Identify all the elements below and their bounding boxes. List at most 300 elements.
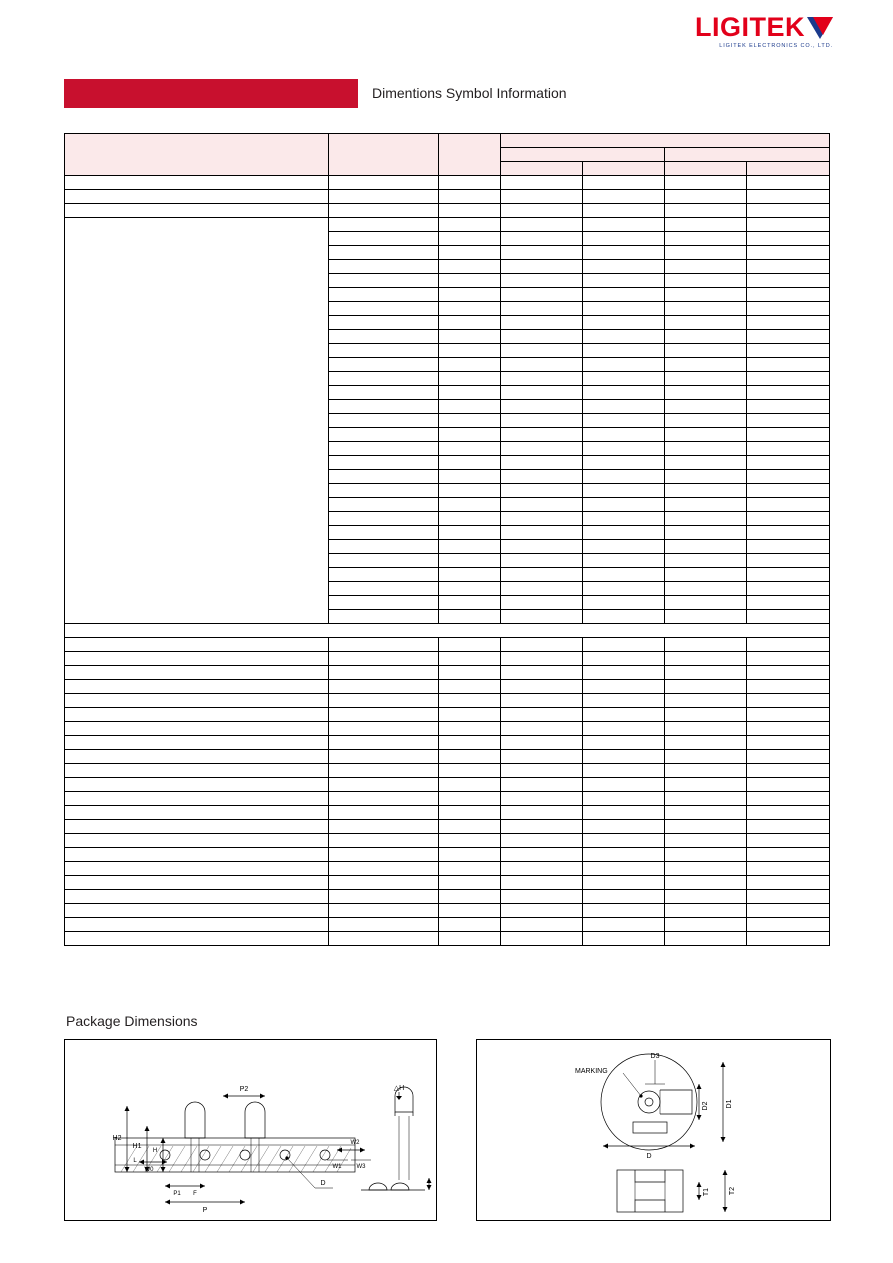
cell-parameter: [329, 414, 439, 428]
table-row: [65, 876, 830, 890]
cell-symbol: [65, 680, 329, 694]
cell-parameter: [329, 596, 439, 610]
cell-unit: [439, 736, 501, 750]
label-d1: D1: [726, 1099, 733, 1109]
cell-spec-2: [583, 764, 665, 778]
cell-symbol: [65, 708, 329, 722]
cell-unit: [439, 596, 501, 610]
cell-spec-3: [665, 442, 747, 456]
cell-unit: [439, 848, 501, 862]
cell-spec-1: [501, 666, 583, 680]
cell-parameter: [329, 680, 439, 694]
cell-unit: [439, 778, 501, 792]
cell-spec-2: [583, 540, 665, 554]
cell-unit: [439, 232, 501, 246]
cell-spec-1: [501, 330, 583, 344]
cell-spec-1: [501, 204, 583, 218]
cell-unit: [439, 330, 501, 344]
cell-parameter: [329, 232, 439, 246]
th-spec-1: [501, 162, 583, 176]
cell-parameter: [329, 288, 439, 302]
cell-spec-3: [665, 582, 747, 596]
cell-spec-2: [583, 834, 665, 848]
cell-spec-4: [747, 666, 830, 680]
cell-spec-3: [665, 274, 747, 288]
cell-spec-4: [747, 190, 830, 204]
cell-parameter: [329, 610, 439, 624]
cell-spec-2: [583, 680, 665, 694]
cell-spec-3: [665, 456, 747, 470]
label-d: D: [320, 1180, 326, 1187]
cell-spec-1: [501, 778, 583, 792]
table-header-row: [65, 134, 830, 148]
cell-spec-1: [501, 554, 583, 568]
logo-subtitle: LIGITEK ELECTRONICS CO., LTD.: [719, 43, 833, 49]
cell-spec-4: [747, 386, 830, 400]
cell-spec-2: [583, 652, 665, 666]
cell-symbol: [65, 722, 329, 736]
cell-spec-1: [501, 862, 583, 876]
cell-spec-1: [501, 652, 583, 666]
cell-spec-2: [583, 386, 665, 400]
cell-spec-3: [665, 750, 747, 764]
table-row: [65, 638, 830, 652]
cell-spec-4: [747, 610, 830, 624]
cell-parameter: [329, 554, 439, 568]
cell-parameter: [329, 358, 439, 372]
cell-spec-1: [501, 610, 583, 624]
cell-spec-1: [501, 820, 583, 834]
cell-unit: [439, 862, 501, 876]
package-dimensions-heading: Package Dimensions: [66, 1013, 198, 1029]
cell-parameter: [329, 372, 439, 386]
cell-spec-4: [747, 792, 830, 806]
cell-spec-1: [501, 540, 583, 554]
cell-spec-3: [665, 288, 747, 302]
cell-spec-3: [665, 512, 747, 526]
cell-spec-3: [665, 568, 747, 582]
label-p: P: [202, 1207, 208, 1214]
cell-spec-3: [665, 316, 747, 330]
cell-spec-4: [747, 890, 830, 904]
cell-spec-3: [665, 918, 747, 932]
cell-spec-3: [665, 330, 747, 344]
cell-spec-1: [501, 848, 583, 862]
cell-parameter: [329, 890, 439, 904]
cell-spec-3: [665, 246, 747, 260]
cell-spec-1: [501, 274, 583, 288]
cell-parameter: [329, 904, 439, 918]
cell-parameter: [329, 876, 439, 890]
cell-spec-4: [747, 848, 830, 862]
label-marking: MARKING: [575, 1068, 608, 1075]
cell-merged-description: [65, 218, 329, 624]
cell-unit: [439, 568, 501, 582]
cell-symbol: [65, 876, 329, 890]
cell-spec-1: [501, 246, 583, 260]
cell-spec-4: [747, 862, 830, 876]
cell-spec-3: [665, 848, 747, 862]
cell-symbol: [65, 848, 329, 862]
cell-parameter: [329, 386, 439, 400]
cell-symbol: [65, 750, 329, 764]
table-header: [65, 134, 830, 176]
cell-unit: [439, 344, 501, 358]
th-symbol: [65, 134, 329, 176]
cell-spec-4: [747, 526, 830, 540]
th-spec-2: [583, 162, 665, 176]
cell-parameter: [329, 526, 439, 540]
cell-spec-2: [583, 806, 665, 820]
cell-unit: [439, 792, 501, 806]
cell-parameter: [329, 666, 439, 680]
label-d2: D2: [702, 1101, 709, 1111]
cell-symbol: [65, 834, 329, 848]
cell-parameter: [329, 176, 439, 190]
cell-spec-1: [501, 568, 583, 582]
cell-unit: [439, 638, 501, 652]
cell-spec-4: [747, 484, 830, 498]
cell-unit: [439, 260, 501, 274]
cell-parameter: [329, 260, 439, 274]
cell-parameter: [329, 568, 439, 582]
cell-spec-1: [501, 372, 583, 386]
cell-symbol: [65, 778, 329, 792]
cell-spec-2: [583, 274, 665, 288]
table-row: [65, 204, 830, 218]
cell-symbol: [65, 652, 329, 666]
cell-parameter: [329, 932, 439, 946]
cell-spec-2: [583, 204, 665, 218]
cell-unit: [439, 554, 501, 568]
cell-spec-4: [747, 400, 830, 414]
label-t2: T2: [729, 1186, 736, 1196]
table-row: [65, 792, 830, 806]
cell-parameter: [329, 274, 439, 288]
table-row: [65, 904, 830, 918]
cell-spec-2: [583, 246, 665, 260]
cell-unit: [439, 456, 501, 470]
cell-spec-2: [583, 526, 665, 540]
cell-spec-3: [665, 610, 747, 624]
table-row: [65, 680, 830, 694]
cell-unit: [439, 386, 501, 400]
cell-spec-4: [747, 498, 830, 512]
cell-spec-2: [583, 344, 665, 358]
cell-unit: [439, 680, 501, 694]
cell-spec-3: [665, 806, 747, 820]
cell-spec-3: [665, 526, 747, 540]
cell-spec-2: [583, 694, 665, 708]
cell-symbol: [65, 792, 329, 806]
cell-spec-1: [501, 806, 583, 820]
cell-unit: [439, 274, 501, 288]
label-delta-h: △H: [393, 1085, 405, 1092]
cell-spec-2: [583, 470, 665, 484]
label-l: L: [133, 1158, 137, 1164]
cell-spec-4: [747, 596, 830, 610]
cell-spec-1: [501, 582, 583, 596]
table-row: [65, 820, 830, 834]
table-row: [65, 764, 830, 778]
cell-unit: [439, 190, 501, 204]
label-w2: W2: [350, 1140, 360, 1146]
cell-parameter: [329, 806, 439, 820]
cell-spec-1: [501, 932, 583, 946]
cell-spec-4: [747, 652, 830, 666]
cell-spec-2: [583, 932, 665, 946]
cell-spec-3: [665, 372, 747, 386]
cell-spec-3: [665, 190, 747, 204]
cell-spec-4: [747, 442, 830, 456]
cell-spec-4: [747, 806, 830, 820]
cell-spec-1: [501, 232, 583, 246]
cell-parameter: [329, 456, 439, 470]
cell-unit: [439, 526, 501, 540]
cell-parameter: [329, 778, 439, 792]
label-d3: D3: [650, 1053, 660, 1060]
cell-spec-2: [583, 568, 665, 582]
cell-unit: [439, 288, 501, 302]
cell-spec-3: [665, 764, 747, 778]
cell-parameter: [329, 344, 439, 358]
cell-unit: [439, 750, 501, 764]
cell-spec-2: [583, 190, 665, 204]
cell-spec-4: [747, 260, 830, 274]
cell-spec-2: [583, 442, 665, 456]
cell-spec-3: [665, 680, 747, 694]
cell-spec-4: [747, 750, 830, 764]
cell-spec-1: [501, 260, 583, 274]
cell-spec-1: [501, 414, 583, 428]
cell-unit: [439, 652, 501, 666]
cell-parameter: [329, 708, 439, 722]
cell-spec-3: [665, 554, 747, 568]
tape-drawing-svg: [65, 1040, 436, 1220]
cell-spec-1: [501, 680, 583, 694]
cell-spec-4: [747, 288, 830, 302]
reel-dimensions-drawing: [476, 1039, 831, 1221]
cell-spec-1: [501, 708, 583, 722]
cell-spec-2: [583, 890, 665, 904]
cell-parameter: [329, 638, 439, 652]
cell-spec-4: [747, 372, 830, 386]
table-row: [65, 750, 830, 764]
cell-spec-3: [665, 428, 747, 442]
cell-parameter: [329, 764, 439, 778]
th-spec-3: [665, 162, 747, 176]
label-t1: T1: [703, 1187, 710, 1197]
cell-spec-2: [583, 596, 665, 610]
cell-spec-1: [501, 442, 583, 456]
label-w1: W1: [332, 1164, 342, 1170]
table-row: [65, 862, 830, 876]
cell-spec-4: [747, 274, 830, 288]
cell-spec-2: [583, 260, 665, 274]
cell-spec-4: [747, 470, 830, 484]
label-w3: W3: [356, 1164, 366, 1170]
table-row: [65, 932, 830, 946]
page-title: Dimentions Symbol Information: [372, 85, 567, 101]
logo-wordmark: LIGITEK: [695, 12, 805, 42]
cell-parameter: [329, 918, 439, 932]
cell-spec-3: [665, 834, 747, 848]
cell-spec-2: [583, 750, 665, 764]
table-row: [65, 806, 830, 820]
cell-unit: [439, 820, 501, 834]
cell-unit: [439, 372, 501, 386]
cell-parameter: [329, 470, 439, 484]
table-row: [65, 218, 830, 232]
cell-parameter: [329, 498, 439, 512]
cell-spec-2: [583, 722, 665, 736]
cell-parameter: [329, 750, 439, 764]
cell-spec-3: [665, 708, 747, 722]
table-row: [65, 666, 830, 680]
cell-spec-4: [747, 554, 830, 568]
cell-unit: [439, 316, 501, 330]
cell-spec-3: [665, 260, 747, 274]
cell-spec-2: [583, 582, 665, 596]
cell-unit: [439, 400, 501, 414]
cell-spec-2: [583, 666, 665, 680]
cell-spec-1: [501, 428, 583, 442]
cell-spec-3: [665, 932, 747, 946]
cell-spec-1: [501, 344, 583, 358]
cell-spec-2: [583, 358, 665, 372]
cell-spec-4: [747, 904, 830, 918]
cell-unit: [439, 764, 501, 778]
cell-parameter: [329, 218, 439, 232]
cell-spec-3: [665, 820, 747, 834]
cell-spec-1: [501, 176, 583, 190]
cell-parameter: [329, 302, 439, 316]
cell-spec-1: [501, 386, 583, 400]
cell-parameter: [329, 582, 439, 596]
th-unit: [439, 134, 501, 176]
cell-spec-3: [665, 862, 747, 876]
table-row: [65, 190, 830, 204]
cell-spec-2: [583, 820, 665, 834]
label-f: F: [193, 1191, 197, 1197]
th-spec-4: [747, 162, 830, 176]
cell-spec-1: [501, 512, 583, 526]
cell-spec-2: [583, 904, 665, 918]
table-row: [65, 736, 830, 750]
cell-unit: [439, 918, 501, 932]
cell-symbol: [65, 806, 329, 820]
cell-spec-3: [665, 344, 747, 358]
cell-spec-2: [583, 610, 665, 624]
cell-spec-4: [747, 722, 830, 736]
cell-spec-4: [747, 176, 830, 190]
cell-parameter: [329, 484, 439, 498]
cell-spec-2: [583, 232, 665, 246]
cell-spec-3: [665, 890, 747, 904]
cell-spec-4: [747, 512, 830, 526]
cell-spec-4: [747, 316, 830, 330]
cell-parameter: [329, 792, 439, 806]
cell-spec-1: [501, 400, 583, 414]
cell-symbol: [65, 694, 329, 708]
cell-unit: [439, 204, 501, 218]
cell-spec-1: [501, 834, 583, 848]
cell-parameter: [329, 400, 439, 414]
cell-spec-2: [583, 456, 665, 470]
cell-spec-2: [583, 778, 665, 792]
cell-spec-3: [665, 484, 747, 498]
cell-symbol: [65, 904, 329, 918]
cell-spec-1: [501, 484, 583, 498]
cell-unit: [439, 246, 501, 260]
label-w0: W0: [144, 1167, 154, 1173]
cell-parameter: [329, 820, 439, 834]
cell-spec-1: [501, 904, 583, 918]
cell-symbol: [65, 736, 329, 750]
cell-spec-3: [665, 876, 747, 890]
cell-symbol: [65, 918, 329, 932]
th-parameter: [329, 134, 439, 176]
section-banner: [64, 79, 358, 108]
cell-spec-3: [665, 232, 747, 246]
cell-parameter: [329, 722, 439, 736]
cell-spec-4: [747, 820, 830, 834]
cell-parameter: [329, 190, 439, 204]
table-row: [65, 708, 830, 722]
cell-unit: [439, 582, 501, 596]
cell-symbol: [65, 862, 329, 876]
cell-parameter: [329, 204, 439, 218]
cell-parameter: [329, 512, 439, 526]
cell-spec-2: [583, 372, 665, 386]
cell-spec-1: [501, 288, 583, 302]
cell-spec-3: [665, 302, 747, 316]
cell-spec-1: [501, 498, 583, 512]
ligitek-triangle-logo-icon: [807, 16, 833, 40]
cell-spec-3: [665, 358, 747, 372]
label-h: H: [152, 1148, 158, 1154]
cell-symbol: [65, 666, 329, 680]
cell-spec-1: [501, 470, 583, 484]
cell-spec-1: [501, 316, 583, 330]
cell-unit: [439, 176, 501, 190]
cell-symbol: [65, 176, 329, 190]
cell-symbol: [65, 190, 329, 204]
cell-spec-2: [583, 400, 665, 414]
cell-spec-3: [665, 722, 747, 736]
cell-spec-4: [747, 358, 830, 372]
cell-unit: [439, 442, 501, 456]
cell-unit: [439, 708, 501, 722]
table-row: [65, 890, 830, 904]
cell-spec-3: [665, 778, 747, 792]
cell-spec-4: [747, 204, 830, 218]
cell-spec-2: [583, 176, 665, 190]
cell-unit: [439, 540, 501, 554]
cell-spec-1: [501, 876, 583, 890]
table-row: [65, 918, 830, 932]
cell-unit: [439, 666, 501, 680]
cell-spec-4: [747, 568, 830, 582]
cell-unit: [439, 428, 501, 442]
cell-spec-4: [747, 218, 830, 232]
cell-spec-4: [747, 736, 830, 750]
cell-unit: [439, 302, 501, 316]
cell-spec-2: [583, 792, 665, 806]
table-row: [65, 834, 830, 848]
cell-unit: [439, 470, 501, 484]
label-p2: P2: [239, 1086, 249, 1093]
